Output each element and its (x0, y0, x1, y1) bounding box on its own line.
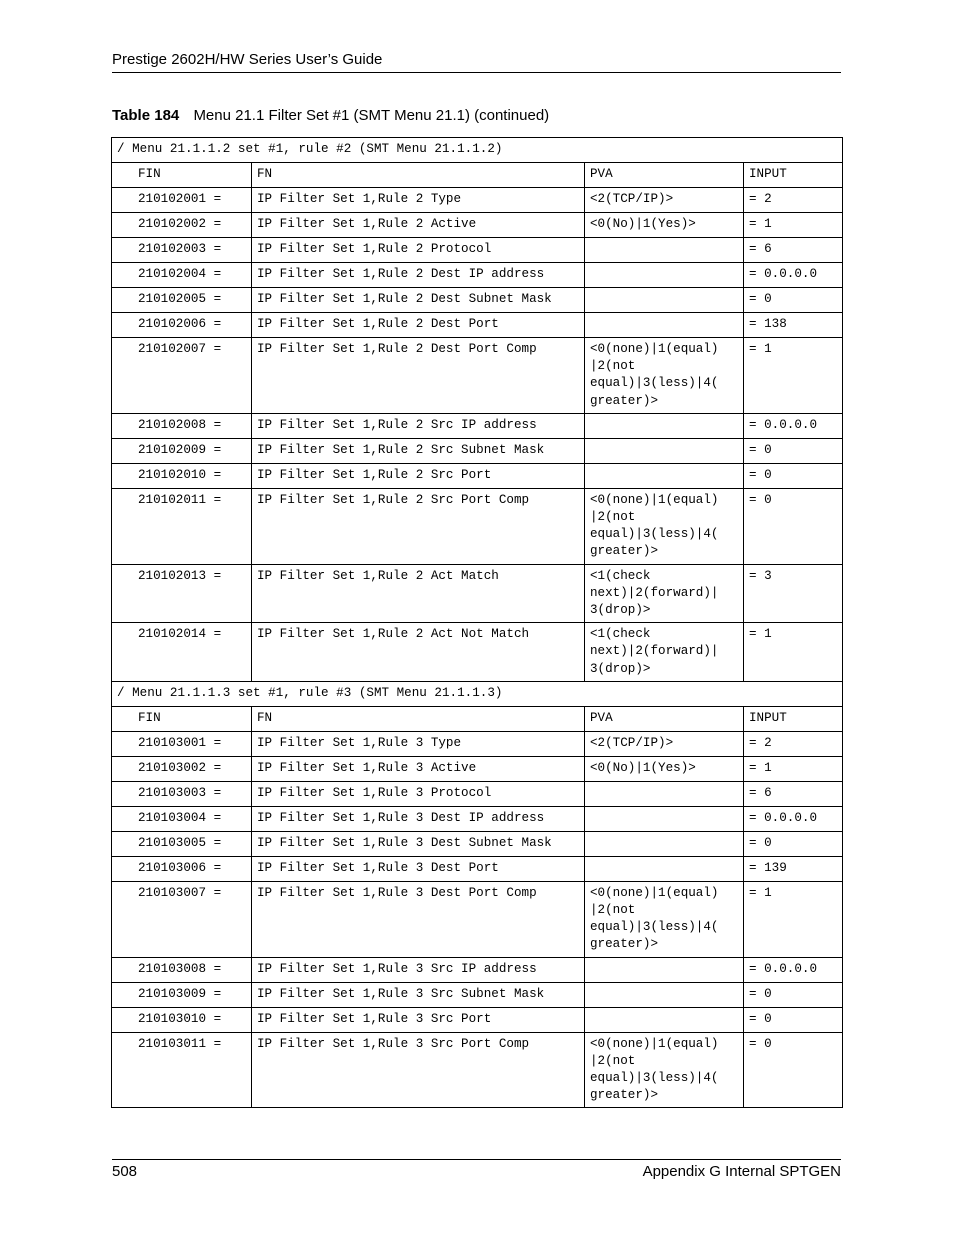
column-header-input: INPUT (744, 163, 843, 188)
cell-input: = 1 (744, 756, 843, 781)
table-caption (112, 106, 549, 126)
cell-pva: <0(none)|1(equal) |2(not equal)|3(less)|4( greater)> (585, 1032, 744, 1108)
cell-fin: 210103006 = (112, 856, 252, 881)
column-header-fin: FIN (112, 163, 252, 188)
cell-fn: IP Filter Set 1,Rule 2 Dest IP address (252, 263, 585, 288)
cell-pva (585, 438, 744, 463)
table-number: Table 184 (112, 107, 180, 124)
cell-pva (585, 313, 744, 338)
cell-fn: IP Filter Set 1,Rule 2 Type (252, 188, 585, 213)
cell-fn: IP Filter Set 1,Rule 2 Src Subnet Mask (252, 438, 585, 463)
cell-fn: IP Filter Set 1,Rule 2 Src IP address (252, 413, 585, 438)
cell-fn: IP Filter Set 1,Rule 3 Protocol (252, 781, 585, 806)
cell-fin: 210102006 = (112, 313, 252, 338)
cell-pva (585, 288, 744, 313)
cell-fn: IP Filter Set 1,Rule 2 Dest Subnet Mask (252, 288, 585, 313)
cell-fin: 210102014 = (112, 623, 252, 682)
table-row (112, 213, 843, 238)
cell-fn: IP Filter Set 1,Rule 3 Src Subnet Mask (252, 982, 585, 1007)
cell-fin: 210103001 = (112, 731, 252, 756)
cell-input: = 1 (744, 338, 843, 414)
column-header-fn: FN (252, 163, 585, 188)
cell-input: = 0 (744, 488, 843, 564)
cell-fin: 210102010 = (112, 463, 252, 488)
table-row (112, 438, 843, 463)
cell-fin: 210103004 = (112, 806, 252, 831)
column-header-fin: FIN (112, 706, 252, 731)
table-row (112, 756, 843, 781)
cell-pva (585, 856, 744, 881)
cell-pva: <2(TCP/IP)> (585, 731, 744, 756)
cell-pva (585, 982, 744, 1007)
cell-fn: IP Filter Set 1,Rule 2 Protocol (252, 238, 585, 263)
table-row (112, 982, 843, 1007)
table-row (112, 188, 843, 213)
column-header-input: INPUT (744, 706, 843, 731)
cell-input: = 0 (744, 288, 843, 313)
cell-input: = 6 (744, 781, 843, 806)
cell-fn: IP Filter Set 1,Rule 3 Dest Subnet Mask (252, 831, 585, 856)
column-header-row (112, 706, 843, 731)
cell-pva (585, 806, 744, 831)
cell-fn: IP Filter Set 1,Rule 3 Dest Port Comp (252, 881, 585, 957)
cell-fin: 210102011 = (112, 488, 252, 564)
column-header-pva: PVA (585, 163, 744, 188)
cell-pva (585, 957, 744, 982)
cell-fn: IP Filter Set 1,Rule 2 Act Not Match (252, 623, 585, 682)
cell-input: = 6 (744, 238, 843, 263)
cell-fn: IP Filter Set 1,Rule 3 Type (252, 731, 585, 756)
cell-input: = 1 (744, 881, 843, 957)
cell-fin: 210102002 = (112, 213, 252, 238)
table-row (112, 831, 843, 856)
table-row (112, 806, 843, 831)
table-title: Menu 21.1 Filter Set #1 (SMT Menu 21.1) (continued) (193, 107, 550, 124)
cell-input: = 138 (744, 313, 843, 338)
cell-fn: IP Filter Set 1,Rule 3 Dest IP address (252, 806, 585, 831)
cell-input: = 0 (744, 831, 843, 856)
cell-input: = 139 (744, 856, 843, 881)
table-row (112, 263, 843, 288)
cell-fn: IP Filter Set 1,Rule 3 Src Port (252, 1007, 585, 1032)
cell-pva (585, 263, 744, 288)
cell-pva (585, 413, 744, 438)
table-row (112, 238, 843, 263)
cell-fin: 210103005 = (112, 831, 252, 856)
cell-fin: 210103008 = (112, 957, 252, 982)
cell-fn: IP Filter Set 1,Rule 2 Dest Port (252, 313, 585, 338)
cell-fin: 210102005 = (112, 288, 252, 313)
running-footer (112, 1159, 841, 1180)
cell-input: = 0.0.0.0 (744, 413, 843, 438)
table-row (112, 288, 843, 313)
cell-input: = 2 (744, 188, 843, 213)
table-row (112, 313, 843, 338)
cell-pva: <0(none)|1(equal) |2(not equal)|3(less)|4( greater)> (585, 488, 744, 564)
cell-fn: IP Filter Set 1,Rule 3 Dest Port (252, 856, 585, 881)
table-row (112, 731, 843, 756)
cell-fn: IP Filter Set 1,Rule 2 Active (252, 213, 585, 238)
table-body (112, 138, 843, 1108)
section-title: / Menu 21.1.1.2 set #1, rule #2 (SMT Menu 21.1.1.2) (112, 138, 843, 163)
cell-fin: 210103003 = (112, 781, 252, 806)
cell-pva: <0(none)|1(equal) |2(not equal)|3(less)|4( greater)> (585, 338, 744, 414)
cell-pva: <1(check next)|2(forward)| 3(drop)> (585, 564, 744, 623)
cell-pva (585, 781, 744, 806)
cell-input: = 0 (744, 463, 843, 488)
table-row (112, 1007, 843, 1032)
cell-pva (585, 238, 744, 263)
cell-input: = 2 (744, 731, 843, 756)
cell-pva: <1(check next)|2(forward)| 3(drop)> (585, 623, 744, 682)
cell-input: = 3 (744, 564, 843, 623)
table-row (112, 338, 843, 414)
table-row (112, 1032, 843, 1108)
cell-fin: 210103009 = (112, 982, 252, 1007)
cell-fn: IP Filter Set 1,Rule 2 Src Port Comp (252, 488, 585, 564)
cell-pva (585, 1007, 744, 1032)
column-header-row (112, 163, 843, 188)
table-row (112, 957, 843, 982)
cell-input: = 1 (744, 213, 843, 238)
cell-input: = 0 (744, 1007, 843, 1032)
cell-input: = 0 (744, 1032, 843, 1108)
cell-input: = 1 (744, 623, 843, 682)
cell-fin: 210102013 = (112, 564, 252, 623)
cell-input: = 0.0.0.0 (744, 806, 843, 831)
cell-fin: 210102004 = (112, 263, 252, 288)
cell-pva: <2(TCP/IP)> (585, 188, 744, 213)
cell-fn: IP Filter Set 1,Rule 3 Active (252, 756, 585, 781)
cell-input: = 0 (744, 982, 843, 1007)
section-header-row (112, 681, 843, 706)
cell-fin: 210102007 = (112, 338, 252, 414)
table-row (112, 413, 843, 438)
page-number: 508 (112, 1163, 138, 1180)
cell-pva (585, 463, 744, 488)
table-row (112, 781, 843, 806)
filter-set-table (111, 137, 843, 1108)
cell-input: = 0 (744, 438, 843, 463)
cell-input: = 0.0.0.0 (744, 263, 843, 288)
table-row (112, 881, 843, 957)
cell-fin: 210102008 = (112, 413, 252, 438)
cell-input: = 0.0.0.0 (744, 957, 843, 982)
table-row (112, 623, 843, 682)
cell-fn: IP Filter Set 1,Rule 2 Dest Port Comp (252, 338, 585, 414)
cell-fin: 210103007 = (112, 881, 252, 957)
cell-fin: 210102001 = (112, 188, 252, 213)
column-header-pva: PVA (585, 706, 744, 731)
cell-fn: IP Filter Set 1,Rule 3 Src Port Comp (252, 1032, 585, 1108)
cell-fn: IP Filter Set 1,Rule 2 Act Match (252, 564, 585, 623)
table-row (112, 488, 843, 564)
table-row (112, 564, 843, 623)
cell-fin: 210103002 = (112, 756, 252, 781)
cell-fn: IP Filter Set 1,Rule 2 Src Port (252, 463, 585, 488)
cell-pva: <0(No)|1(Yes)> (585, 756, 744, 781)
cell-pva (585, 831, 744, 856)
cell-fin: 210102009 = (112, 438, 252, 463)
table-row (112, 463, 843, 488)
cell-fin: 210103011 = (112, 1032, 252, 1108)
cell-pva: <0(No)|1(Yes)> (585, 213, 744, 238)
cell-pva: <0(none)|1(equal) |2(not equal)|3(less)|4( greater)> (585, 881, 744, 957)
guide-title: Prestige 2602H/HW Series User’s Guide (112, 51, 383, 68)
column-header-fn: FN (252, 706, 585, 731)
cell-fin: 210102003 = (112, 238, 252, 263)
section-header-row (112, 138, 843, 163)
table-row (112, 856, 843, 881)
running-header (112, 50, 841, 73)
footer-section: Appendix G Internal SPTGEN (642, 1163, 841, 1180)
cell-fin: 210103010 = (112, 1007, 252, 1032)
section-title: / Menu 21.1.1.3 set #1, rule #3 (SMT Menu 21.1.1.3) (112, 681, 843, 706)
cell-fn: IP Filter Set 1,Rule 3 Src IP address (252, 957, 585, 982)
